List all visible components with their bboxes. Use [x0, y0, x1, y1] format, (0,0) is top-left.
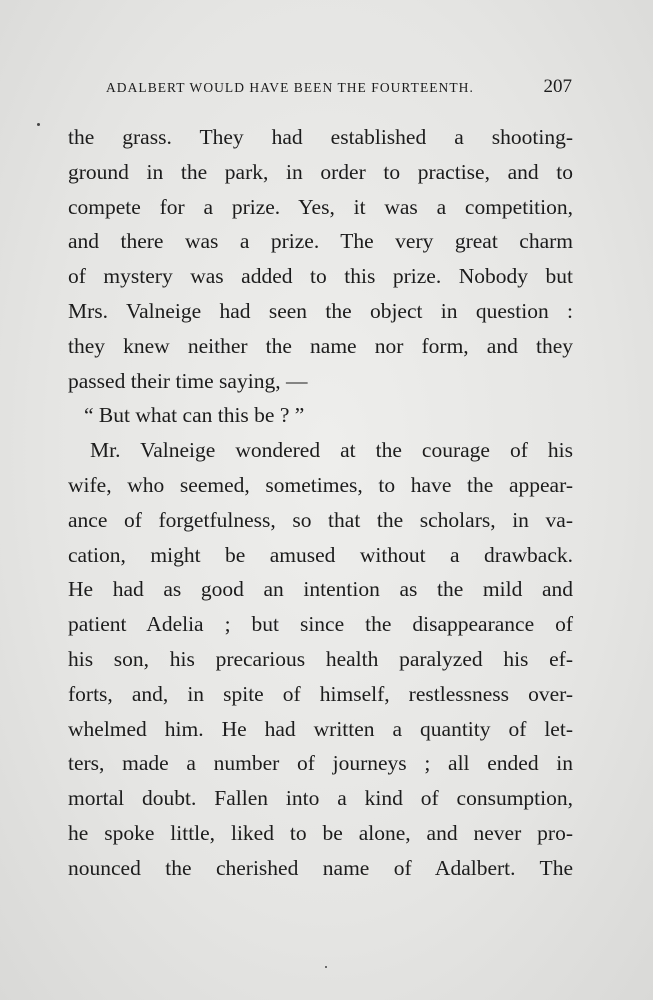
text-line: ters, made a number of journeys ; all ended in — [68, 751, 573, 776]
text-line: the grass. They had established a shooting- — [68, 125, 573, 149]
text-line: he spoke little, liked to be alone, and never pro- — [68, 820, 573, 845]
running-header — [96, 78, 572, 98]
text-line: his son, his precarious health paralyzed his ef- — [68, 646, 573, 671]
body-text — [68, 120, 573, 886]
running-title: ADALBERT WOULD HAVE BEEN THE FOURTEENTH. — [106, 80, 474, 95]
text-line: compete for a prize. Yes, it was a competition, — [68, 194, 573, 219]
text-line: forts, and, in spite of himself, restlessness over- — [68, 681, 573, 706]
page-number: 207 — [543, 76, 572, 97]
text-line: and there was a prize. The very great charm — [68, 229, 573, 254]
text-line: Mr. Valneige wondered at the courage of his — [90, 438, 573, 463]
text-line: nounced the cherished name of Adalbert. The — [68, 855, 573, 880]
text-line: ance of forgetfulness, so that the scholars, in va- — [68, 507, 573, 532]
text-line: patient Adelia ; but since the disappearance of — [68, 612, 573, 637]
text-line: cation, might be amused without a drawback. — [68, 542, 573, 567]
text-line: passed their time saying, — — [68, 368, 308, 393]
page-speck — [37, 123, 40, 126]
text-line: He had as good an intention as the mild and — [68, 577, 573, 602]
text-line: they knew neither the name nor form, and they — [68, 333, 573, 358]
text-line: whelmed him. He had written a quantity of let- — [68, 716, 573, 741]
text-line: “ But what can this be ? ” — [84, 403, 305, 428]
text-line: mortal doubt. Fallen into a kind of consumption, — [68, 786, 573, 811]
text-line: Mrs. Valneige had seen the object in question : — [68, 298, 573, 323]
text-line: wife, who seemed, sometimes, to have the appear- — [68, 472, 573, 497]
text-line: of mystery was added to this prize. Nobody but — [68, 264, 573, 289]
page-speck — [325, 966, 327, 968]
text-line: ground in the park, in order to practise, and to — [68, 159, 573, 184]
